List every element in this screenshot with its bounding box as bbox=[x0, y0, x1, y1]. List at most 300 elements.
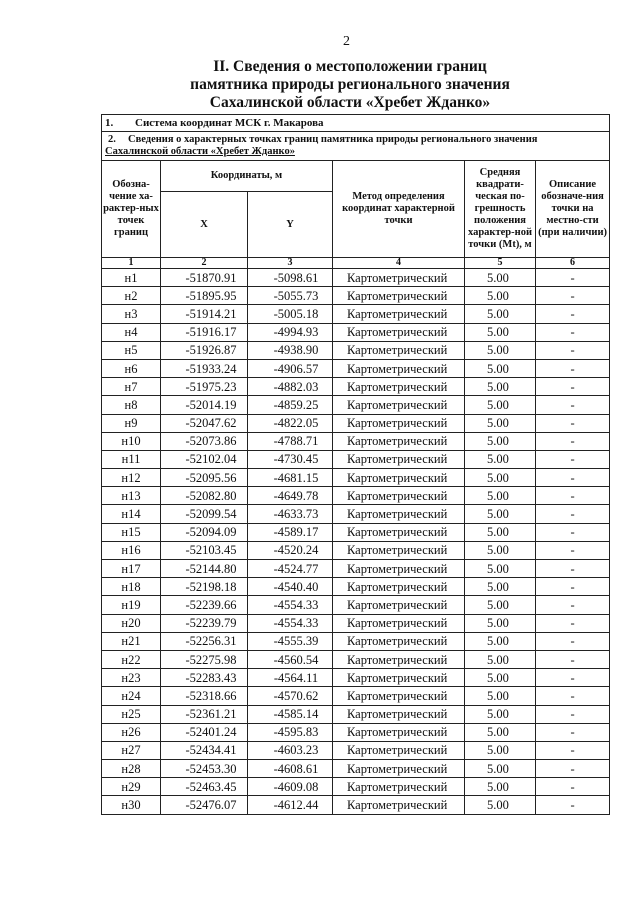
x-cell bbox=[161, 760, 248, 778]
description-cell bbox=[536, 469, 610, 487]
method-cell bbox=[333, 632, 465, 650]
header-method: Метод определения координат характерной точки bbox=[333, 161, 465, 258]
method-cell bbox=[333, 269, 465, 287]
x-cell bbox=[161, 505, 248, 523]
y-cell-text: -4649.78 bbox=[273, 488, 319, 503]
x-cell-text: -51870.91 bbox=[185, 270, 237, 285]
error-cell bbox=[465, 596, 536, 614]
table-row bbox=[102, 723, 610, 741]
description-cell-text: - bbox=[570, 288, 575, 303]
point-cell bbox=[102, 378, 161, 396]
description-cell-text: - bbox=[570, 470, 575, 485]
description-cell bbox=[536, 414, 610, 432]
method-cell bbox=[333, 687, 465, 705]
description-cell-text: - bbox=[570, 488, 575, 503]
point-cell bbox=[102, 505, 161, 523]
x-cell bbox=[161, 632, 248, 650]
coordinate-system-row bbox=[102, 115, 610, 132]
x-cell bbox=[161, 796, 248, 814]
x-cell bbox=[161, 323, 248, 341]
y-cell bbox=[248, 414, 333, 432]
y-cell bbox=[248, 523, 333, 541]
point-cell bbox=[102, 487, 161, 505]
y-cell bbox=[248, 796, 333, 814]
point-cell-text: н26 bbox=[121, 725, 141, 740]
header-coordinates: Координаты, м bbox=[161, 161, 333, 192]
error-cell bbox=[465, 450, 536, 468]
method-cell-text: Картометрический bbox=[347, 761, 448, 776]
error-cell-text: 5.00 bbox=[487, 688, 509, 703]
description-cell-text: - bbox=[570, 779, 575, 794]
error-cell-text: 5.00 bbox=[487, 507, 509, 522]
x-cell-text: -52239.66 bbox=[185, 597, 237, 612]
error-cell-text: 5.00 bbox=[487, 670, 509, 685]
method-cell bbox=[333, 359, 465, 377]
y-cell bbox=[248, 378, 333, 396]
error-cell bbox=[465, 323, 536, 341]
point-cell-text: н8 bbox=[124, 397, 138, 412]
point-cell bbox=[102, 469, 161, 487]
method-cell-text: Картометрический bbox=[347, 470, 448, 485]
description-cell-text: - bbox=[570, 343, 575, 358]
error-cell-text: 5.00 bbox=[487, 361, 509, 376]
y-cell bbox=[248, 487, 333, 505]
x-cell-text: -52318.66 bbox=[185, 688, 237, 703]
x-cell-text: -52073.86 bbox=[185, 434, 237, 449]
description-cell-text: - bbox=[570, 434, 575, 449]
method-cell-text: Картометрический bbox=[347, 561, 448, 576]
x-cell-text: -51975.23 bbox=[185, 379, 237, 394]
y-cell bbox=[248, 396, 333, 414]
y-cell bbox=[248, 614, 333, 632]
column-numbers-row bbox=[102, 258, 610, 269]
point-cell bbox=[102, 359, 161, 377]
y-cell-text: -4822.05 bbox=[273, 416, 319, 431]
description-cell-text: - bbox=[570, 379, 575, 394]
point-cell-text: н14 bbox=[121, 507, 141, 522]
x-cell-text: -52103.45 bbox=[185, 543, 237, 558]
point-cell bbox=[102, 614, 161, 632]
table-row bbox=[102, 359, 610, 377]
point-cell bbox=[102, 450, 161, 468]
x-cell bbox=[161, 341, 248, 359]
table-row bbox=[102, 614, 610, 632]
error-cell bbox=[465, 541, 536, 559]
description-cell-text: - bbox=[570, 634, 575, 649]
error-cell-text: 5.00 bbox=[487, 561, 509, 576]
error-cell bbox=[465, 469, 536, 487]
method-cell-text: Картометрический bbox=[347, 798, 448, 813]
y-cell bbox=[248, 469, 333, 487]
x-cell bbox=[161, 378, 248, 396]
col-number-2: 2 bbox=[161, 258, 248, 269]
x-cell bbox=[161, 287, 248, 305]
x-cell-text: -51914.21 bbox=[185, 306, 237, 321]
x-cell bbox=[161, 778, 248, 796]
description-cell bbox=[536, 505, 610, 523]
table-row bbox=[102, 414, 610, 432]
x-cell bbox=[161, 396, 248, 414]
description-cell bbox=[536, 359, 610, 377]
description-cell-text: - bbox=[570, 652, 575, 667]
method-cell-text: Картометрический bbox=[347, 652, 448, 667]
point-cell-text: н21 bbox=[121, 634, 141, 649]
point-cell bbox=[102, 596, 161, 614]
table-row bbox=[102, 450, 610, 468]
x-cell bbox=[161, 614, 248, 632]
point-cell-text: н27 bbox=[121, 743, 141, 758]
error-cell bbox=[465, 341, 536, 359]
header-row-1 bbox=[102, 161, 610, 192]
y-cell bbox=[248, 669, 333, 687]
x-cell-text: -52239.79 bbox=[185, 616, 237, 631]
point-cell bbox=[102, 669, 161, 687]
method-cell-text: Картометрический bbox=[347, 488, 448, 503]
point-cell-text: н24 bbox=[121, 688, 141, 703]
method-cell-text: Картометрический bbox=[347, 361, 448, 376]
method-cell-text: Картометрический bbox=[347, 270, 448, 285]
error-cell bbox=[465, 723, 536, 741]
y-cell-text: -4570.62 bbox=[273, 688, 319, 703]
y-cell bbox=[248, 287, 333, 305]
point-cell-text: н28 bbox=[121, 761, 141, 776]
error-cell-text: 5.00 bbox=[487, 270, 509, 285]
x-cell bbox=[161, 669, 248, 687]
point-cell-text: н20 bbox=[121, 616, 141, 631]
x-cell bbox=[161, 723, 248, 741]
error-cell bbox=[465, 687, 536, 705]
x-cell-text: -52283.43 bbox=[185, 670, 237, 685]
description-cell bbox=[536, 796, 610, 814]
description-cell bbox=[536, 578, 610, 596]
table-row bbox=[102, 796, 610, 814]
point-cell bbox=[102, 650, 161, 668]
error-cell-text: 5.00 bbox=[487, 779, 509, 794]
method-cell bbox=[333, 778, 465, 796]
error-cell-text: 5.00 bbox=[487, 597, 509, 612]
x-cell-text: -52476.07 bbox=[185, 798, 237, 813]
point-cell bbox=[102, 523, 161, 541]
table-row bbox=[102, 741, 610, 759]
error-cell bbox=[465, 650, 536, 668]
x-cell-text: -52144.80 bbox=[185, 561, 237, 576]
y-cell-text: -4589.17 bbox=[273, 525, 319, 540]
y-cell-text: -4994.93 bbox=[273, 325, 319, 340]
y-cell bbox=[248, 269, 333, 287]
section-2-number: 2. bbox=[108, 134, 116, 145]
error-cell-text: 5.00 bbox=[487, 306, 509, 321]
x-cell bbox=[161, 741, 248, 759]
method-cell-text: Картометрический bbox=[347, 306, 448, 321]
error-cell bbox=[465, 505, 536, 523]
y-cell-text: -4788.71 bbox=[273, 434, 319, 449]
description-cell-text: - bbox=[570, 452, 575, 467]
y-cell bbox=[248, 305, 333, 323]
point-cell bbox=[102, 323, 161, 341]
description-cell bbox=[536, 450, 610, 468]
method-cell-text: Картометрический bbox=[347, 525, 448, 540]
point-cell-text: н9 bbox=[124, 416, 138, 431]
error-cell-text: 5.00 bbox=[487, 452, 509, 467]
method-cell bbox=[333, 541, 465, 559]
y-cell bbox=[248, 723, 333, 741]
description-cell bbox=[536, 687, 610, 705]
x-cell-text: -52094.09 bbox=[185, 525, 237, 540]
table-row bbox=[102, 323, 610, 341]
description-cell bbox=[536, 705, 610, 723]
method-cell bbox=[333, 596, 465, 614]
error-cell-text: 5.00 bbox=[487, 343, 509, 358]
error-cell bbox=[465, 487, 536, 505]
point-cell bbox=[102, 432, 161, 450]
x-cell-text: -52198.18 bbox=[185, 579, 237, 594]
y-cell-text: -4938.90 bbox=[273, 343, 319, 358]
y-cell-text: -4595.83 bbox=[273, 725, 319, 740]
method-cell-text: Картометрический bbox=[347, 288, 448, 303]
y-cell bbox=[248, 596, 333, 614]
y-cell bbox=[248, 432, 333, 450]
point-cell-text: н7 bbox=[124, 379, 138, 394]
y-cell-text: -4906.57 bbox=[273, 361, 319, 376]
description-cell-text: - bbox=[570, 270, 575, 285]
header-x: X bbox=[161, 192, 248, 258]
method-cell bbox=[333, 287, 465, 305]
error-cell-text: 5.00 bbox=[487, 743, 509, 758]
point-cell-text: н1 bbox=[124, 270, 138, 285]
y-cell bbox=[248, 341, 333, 359]
method-cell bbox=[333, 450, 465, 468]
x-cell bbox=[161, 269, 248, 287]
method-cell bbox=[333, 469, 465, 487]
method-cell-text: Картометрический bbox=[347, 397, 448, 412]
method-cell-text: Картометрический bbox=[347, 416, 448, 431]
table-row bbox=[102, 487, 610, 505]
error-cell bbox=[465, 796, 536, 814]
method-cell bbox=[333, 432, 465, 450]
point-cell bbox=[102, 778, 161, 796]
description-cell-text: - bbox=[570, 670, 575, 685]
y-cell-text: -5098.61 bbox=[273, 270, 319, 285]
method-cell bbox=[333, 723, 465, 741]
error-cell-text: 5.00 bbox=[487, 416, 509, 431]
y-cell-text: -4609.08 bbox=[273, 779, 319, 794]
y-cell-text: -4560.54 bbox=[273, 652, 319, 667]
description-cell bbox=[536, 760, 610, 778]
table-row bbox=[102, 396, 610, 414]
method-cell bbox=[333, 396, 465, 414]
y-cell bbox=[248, 741, 333, 759]
point-cell bbox=[102, 269, 161, 287]
table-row bbox=[102, 469, 610, 487]
table-row bbox=[102, 687, 610, 705]
point-cell bbox=[102, 396, 161, 414]
y-cell-text: -4608.61 bbox=[273, 761, 319, 776]
col-number-6: 6 bbox=[536, 258, 610, 269]
method-cell-text: Картометрический bbox=[347, 325, 448, 340]
error-cell bbox=[465, 560, 536, 578]
error-cell-text: 5.00 bbox=[487, 397, 509, 412]
points-info-text-2: Сахалинской области «Хребет Жданко» bbox=[105, 146, 295, 157]
point-cell bbox=[102, 632, 161, 650]
method-cell-text: Картометрический bbox=[347, 634, 448, 649]
method-cell-text: Картометрический bbox=[347, 507, 448, 522]
method-cell bbox=[333, 323, 465, 341]
y-cell bbox=[248, 632, 333, 650]
col-number-4: 4 bbox=[333, 258, 465, 269]
y-cell-text: -4585.14 bbox=[273, 707, 319, 722]
x-cell-text: -52047.62 bbox=[185, 416, 237, 431]
method-cell bbox=[333, 578, 465, 596]
method-cell bbox=[333, 741, 465, 759]
col-number-1: 1 bbox=[102, 258, 161, 269]
table-row bbox=[102, 378, 610, 396]
y-cell bbox=[248, 760, 333, 778]
error-cell bbox=[465, 614, 536, 632]
error-cell bbox=[465, 287, 536, 305]
points-info-row bbox=[102, 132, 610, 161]
method-cell-text: Картометрический bbox=[347, 379, 448, 394]
x-cell-text: -52275.98 bbox=[185, 652, 237, 667]
error-cell-text: 5.00 bbox=[487, 616, 509, 631]
table-row bbox=[102, 432, 610, 450]
table-row bbox=[102, 578, 610, 596]
method-cell-text: Картометрический bbox=[347, 743, 448, 758]
y-cell-text: -4612.44 bbox=[273, 798, 319, 813]
point-cell bbox=[102, 414, 161, 432]
y-cell bbox=[248, 359, 333, 377]
x-cell bbox=[161, 469, 248, 487]
point-cell-text: н13 bbox=[121, 488, 141, 503]
error-cell-text: 5.00 bbox=[487, 379, 509, 394]
point-cell bbox=[102, 560, 161, 578]
point-cell bbox=[102, 760, 161, 778]
point-cell bbox=[102, 541, 161, 559]
error-cell-text: 5.00 bbox=[487, 543, 509, 558]
description-cell-text: - bbox=[570, 725, 575, 740]
x-cell-text: -52361.21 bbox=[185, 707, 237, 722]
description-cell bbox=[536, 269, 610, 287]
x-cell-text: -52434.41 bbox=[185, 743, 237, 758]
method-cell-text: Картометрический bbox=[347, 707, 448, 722]
point-cell-text: н16 bbox=[121, 543, 141, 558]
description-cell bbox=[536, 560, 610, 578]
point-cell-text: н5 bbox=[124, 343, 138, 358]
point-cell-text: н3 bbox=[124, 306, 138, 321]
method-cell bbox=[333, 414, 465, 432]
description-cell-text: - bbox=[570, 798, 575, 813]
error-cell-text: 5.00 bbox=[487, 652, 509, 667]
y-cell bbox=[248, 505, 333, 523]
method-cell-text: Картометрический bbox=[347, 452, 448, 467]
table-row bbox=[102, 269, 610, 287]
description-cell bbox=[536, 432, 610, 450]
table-row bbox=[102, 760, 610, 778]
point-cell-text: н23 bbox=[121, 670, 141, 685]
description-cell-text: - bbox=[570, 306, 575, 321]
x-cell-text: -52082.80 bbox=[185, 488, 237, 503]
boundary-points-table bbox=[101, 114, 610, 815]
point-cell bbox=[102, 705, 161, 723]
description-cell bbox=[536, 741, 610, 759]
y-cell bbox=[248, 778, 333, 796]
error-cell bbox=[465, 432, 536, 450]
description-cell bbox=[536, 323, 610, 341]
error-cell bbox=[465, 359, 536, 377]
description-cell bbox=[536, 614, 610, 632]
point-cell-text: н12 bbox=[121, 470, 141, 485]
x-cell-text: -52014.19 bbox=[185, 397, 237, 412]
point-cell-text: н25 bbox=[121, 707, 141, 722]
x-cell-text: -52099.54 bbox=[185, 507, 237, 522]
x-cell-text: -52401.24 bbox=[185, 725, 237, 740]
table-row bbox=[102, 523, 610, 541]
error-cell-text: 5.00 bbox=[487, 725, 509, 740]
title-line-2: памятника природы регионального значения bbox=[190, 76, 510, 93]
y-cell bbox=[248, 578, 333, 596]
error-cell-text: 5.00 bbox=[487, 761, 509, 776]
point-cell-text: н22 bbox=[121, 652, 141, 667]
method-cell-text: Картометрический bbox=[347, 725, 448, 740]
point-cell bbox=[102, 796, 161, 814]
table-row bbox=[102, 632, 610, 650]
description-cell-text: - bbox=[570, 579, 575, 594]
point-cell-text: н4 bbox=[124, 325, 138, 340]
method-cell bbox=[333, 705, 465, 723]
description-cell bbox=[536, 596, 610, 614]
description-cell-text: - bbox=[570, 416, 575, 431]
error-cell bbox=[465, 669, 536, 687]
error-cell bbox=[465, 305, 536, 323]
description-cell bbox=[536, 541, 610, 559]
error-cell-text: 5.00 bbox=[487, 470, 509, 485]
description-cell-text: - bbox=[570, 616, 575, 631]
error-cell bbox=[465, 760, 536, 778]
description-cell-text: - bbox=[570, 507, 575, 522]
description-cell-text: - bbox=[570, 325, 575, 340]
table-row bbox=[102, 541, 610, 559]
description-cell bbox=[536, 778, 610, 796]
table-row bbox=[102, 650, 610, 668]
x-cell bbox=[161, 541, 248, 559]
description-cell-text: - bbox=[570, 597, 575, 612]
method-cell-text: Картометрический bbox=[347, 597, 448, 612]
x-cell bbox=[161, 432, 248, 450]
x-cell bbox=[161, 560, 248, 578]
point-cell-text: н11 bbox=[121, 452, 141, 467]
x-cell bbox=[161, 650, 248, 668]
x-cell bbox=[161, 450, 248, 468]
method-cell bbox=[333, 560, 465, 578]
table-row bbox=[102, 560, 610, 578]
error-cell-text: 5.00 bbox=[487, 634, 509, 649]
method-cell bbox=[333, 487, 465, 505]
table-row bbox=[102, 287, 610, 305]
x-cell-text: -51933.24 bbox=[185, 361, 237, 376]
y-cell bbox=[248, 687, 333, 705]
y-cell bbox=[248, 560, 333, 578]
y-cell-text: -4603.23 bbox=[273, 743, 319, 758]
point-cell bbox=[102, 341, 161, 359]
point-cell-text: н10 bbox=[121, 434, 141, 449]
x-cell-text: -52256.31 bbox=[185, 634, 237, 649]
y-cell-text: -4730.45 bbox=[273, 452, 319, 467]
y-cell bbox=[248, 650, 333, 668]
description-cell-text: - bbox=[570, 707, 575, 722]
table-row bbox=[102, 505, 610, 523]
method-cell-text: Картометрический bbox=[347, 543, 448, 558]
y-cell bbox=[248, 541, 333, 559]
error-cell-text: 5.00 bbox=[487, 325, 509, 340]
